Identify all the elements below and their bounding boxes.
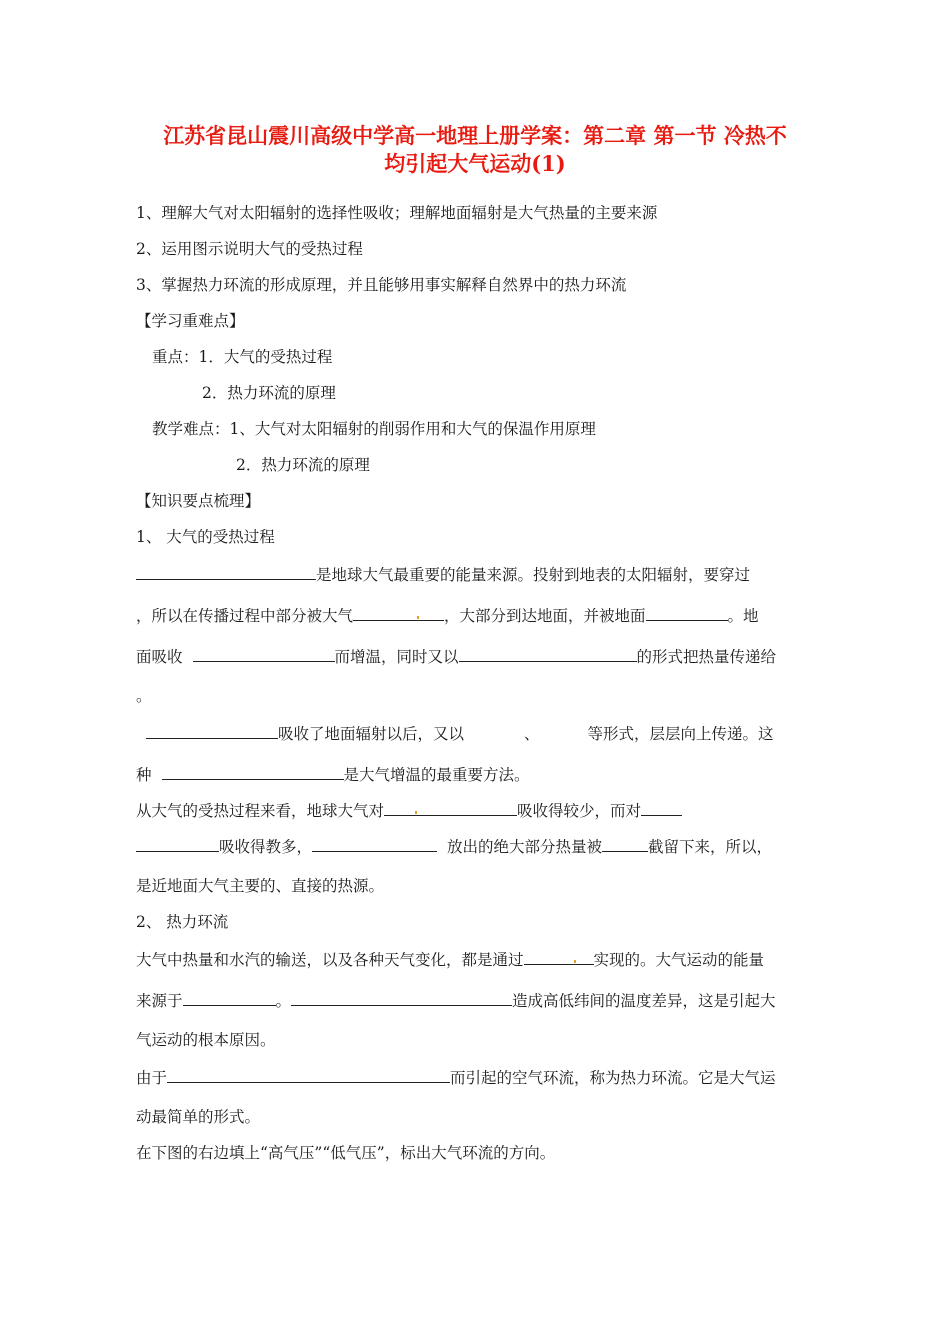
paragraph-2-line-1: 吸收了地面辐射以后，又以 、 等形式，层层向上传递。这 (136, 722, 774, 744)
knowledge-header: 【知识要点梳理】 (136, 492, 261, 510)
fill-blank[interactable] (136, 835, 219, 852)
fill-blank[interactable] (136, 563, 316, 580)
paragraph-5-line-2: 动最简单的形式。 (136, 1108, 261, 1126)
paragraph-1-line-2: ，所以在传播过程中部分被大气 ，大部分到达地面，并被地面 。地 (136, 604, 759, 626)
fill-blank[interactable] (162, 763, 344, 780)
paragraph-1-line-4: 。 (136, 687, 152, 705)
fill-blank[interactable] (353, 604, 444, 621)
paragraph-4-line-2: 来源于 。 造成高低纬间的温度差异，这是引起大 (136, 989, 776, 1011)
document-title-line-2: 均引起大气运动(1) (384, 151, 566, 176)
fill-blank[interactable] (183, 989, 276, 1006)
key-points-header: 【学习重难点】 (136, 312, 245, 330)
fill-blank[interactable] (602, 835, 648, 852)
paragraph-4-line-1: 大气中热量和水汽的输送，以及各种天气变化，都是通过 实现的。大气运动的能量 (136, 948, 764, 970)
fill-blank[interactable] (167, 1066, 450, 1083)
paragraph-5-line-1: 由于 而引起的空气环流，称为热力环流。它是大气运 (136, 1066, 776, 1088)
fill-blank[interactable] (312, 835, 437, 852)
objective-1: 1、理解大气对太阳辐射的选择性吸收；理解地面辐射是大气热量的主要来源 (136, 204, 658, 222)
paragraph-2-line-2: 种 是大气增温的最重要方法。 (136, 763, 530, 785)
paragraph-3-line-2: 吸收得教多， 放出的绝大部分热量被 截留下来，所以， (136, 835, 772, 857)
paragraph-3-line-3: 是近地面大气主要的、直接的热源。 (136, 877, 385, 895)
paragraph-1-line-1: 是地球大气最重要的能量来源。投射到地表的太阳辐射，要穿过 (136, 563, 750, 585)
fill-blank[interactable] (384, 799, 517, 816)
difficulty-point-2: 2．热力环流的原理 (236, 456, 370, 474)
paragraph-6: 在下图的右边填上“高气压”“低气压”，标出大气环流的方向。 (136, 1144, 556, 1162)
fill-blank[interactable] (193, 645, 335, 662)
fill-blank[interactable] (459, 645, 637, 662)
section-2-title: 2、 热力环流 (136, 913, 229, 931)
document-title-line-1: 江苏省昆山震川高级中学高一地理上册学案：第二章 第一节 冷热不 (163, 123, 787, 148)
paragraph-3-line-1: 从大气的受热过程来看，地球大气对 吸收得较少，而对 (136, 799, 682, 821)
difficulty-point-1: 教学难点：1、大气对太阳辐射的削弱作用和大气的保温作用原理 (152, 420, 596, 438)
objective-3: 3、掌握热力环流的形成原理，并且能够用事实解释自然界中的热力环流 (136, 276, 627, 294)
fill-blank[interactable] (524, 948, 594, 965)
fill-blank[interactable] (646, 604, 728, 621)
focus-point-1: 重点：1．大气的受热过程 (152, 348, 333, 366)
focus-point-2: 2．热力环流的原理 (202, 384, 336, 402)
paragraph-4-line-3: 气运动的根本原因。 (136, 1031, 276, 1049)
paragraph-1-line-3: 面吸收 而增温，同时又以 的形式把热量传递给 (136, 645, 776, 667)
fill-blank[interactable] (146, 722, 278, 739)
fill-blank[interactable] (291, 989, 512, 1006)
section-1-title: 1、 大气的受热过程 (136, 528, 275, 546)
fill-blank[interactable] (641, 799, 682, 816)
objective-2: 2、运用图示说明大气的受热过程 (136, 240, 363, 258)
